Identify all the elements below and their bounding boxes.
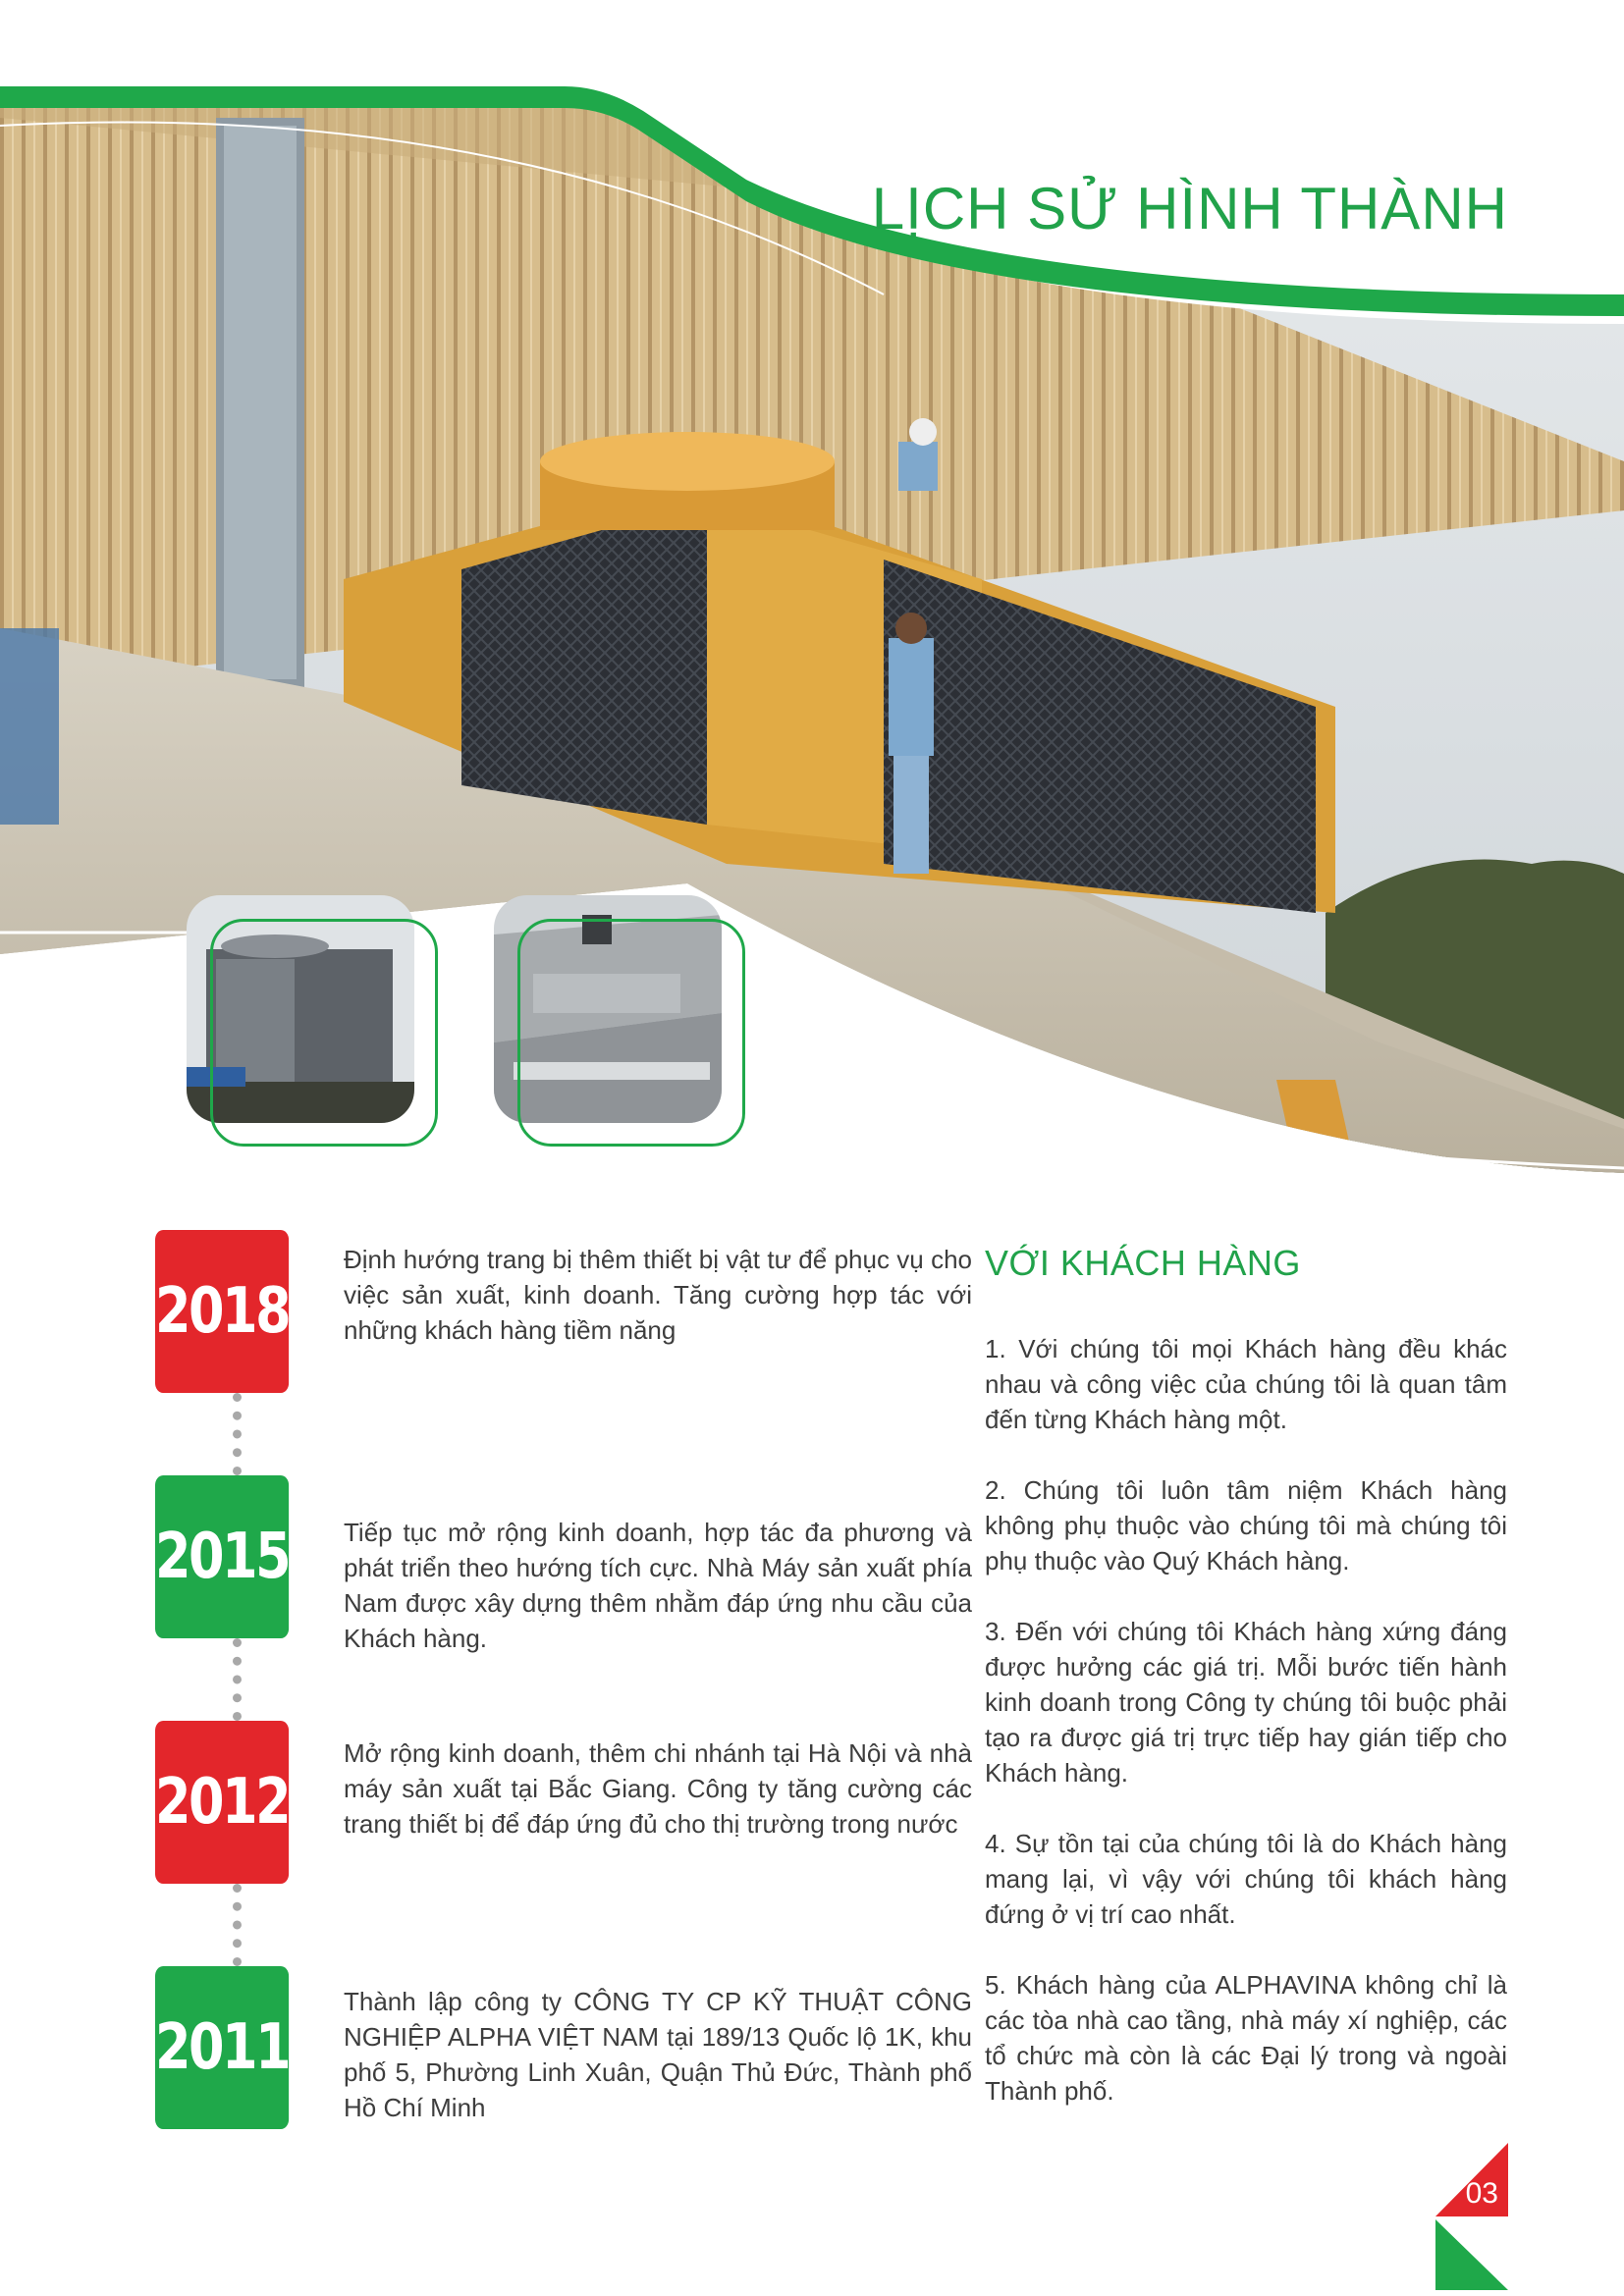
page-number: 03: [1465, 2177, 1498, 2210]
timeline-connector: [233, 1884, 242, 1966]
year-badge-2015: 2015: [155, 1475, 289, 1638]
thumbnail-frame: [517, 919, 745, 1147]
year-badge-2012: 2012: [155, 1721, 289, 1884]
thumbnail-frame: [210, 919, 438, 1147]
customer-section: [985, 1243, 1507, 2144]
year-badge-2011: 2011: [155, 1966, 289, 2129]
timeline-text-2011: Thành lập công ty CÔNG TY CP KỸ THUẬT CÔNG NGHIỆP ALPHA VIỆT NAM tại 189/13 Quốc lộ 1K, khu phố 5, Phường Linh Xuân, Quận Thủ Đức, Thành phố Hồ Chí Minh: [344, 1987, 972, 2122]
customer-heading: VỚI KHÁCH HÀNG: [985, 1243, 1301, 1283]
customer-item-1: 1. Với chúng tôi mọi Khách hàng đều khác nhau và công việc của chúng tôi là quan tâm đến từng Khách hàng một.: [985, 1334, 1507, 1434]
timeline-text-2015: Tiếp tục mở rộng kinh doanh, hợp tác đa phương và phát triển theo hướng tích cực. Nhà Máy sản xuất phía Nam được xây dựng thêm nhằm đáp ứng nhu cầu của Khách hàng.: [344, 1518, 972, 1653]
page-title: LỊCH SỬ HÌNH THÀNH: [871, 176, 1508, 242]
timeline-text-2018: Định hướng trang bị thêm thiết bị vật tư để phục vụ cho việc sản xuất, kinh doanh. Tăng cường hợp tác với những khách hàng tiềm năng: [344, 1245, 972, 1345]
year-badge-2018: 2018: [155, 1230, 289, 1393]
history-timeline: [154, 1230, 972, 2143]
timeline-text-2012: Mở rộng kinh doanh, thêm chi nhánh tại Hà Nội và nhà máy sản xuất tại Bắc Giang. Công ty tăng cường các trang thiết bị để đáp ứng đủ cho thị trường trong nước: [344, 1738, 972, 1839]
customer-item-5: 5. Khách hàng của ALPHAVINA không chỉ là các tòa nhà cao tầng, nhà máy xí nghiệp, các tổ chức mà còn là các Đại lý trong và ngoài Thành phố.: [985, 1970, 1507, 2106]
page-corner-ornament: [1435, 2143, 1508, 2290]
timeline-connector: [233, 1638, 242, 1721]
thumbnail-cooling-tower: [187, 895, 414, 1123]
thumbnail-tower-fill: [494, 895, 722, 1123]
customer-item-2: 2. Chúng tôi luôn tâm niệm Khách hàng không phụ thuộc vào chúng tôi mà chúng tôi phụ thuộc vào Quý Khách hàng.: [985, 1475, 1507, 1575]
customer-item-3: 3. Đến với chúng tôi Khách hàng xứng đáng được hưởng các giá trị. Mỗi bước tiến hành kinh doanh trong Công ty chúng tôi buộc phải tạo ra được giá trị trực tiếp hay gián tiếp cho Khách hàng.: [985, 1617, 1507, 1788]
customer-item-4: 4. Sự tồn tại của chúng tôi là do Khách hàng mang lại, vì vậy với chúng tôi khách hàng đứng ở vị trí cao nhất.: [985, 1829, 1507, 1929]
timeline-connector: [233, 1393, 242, 1475]
